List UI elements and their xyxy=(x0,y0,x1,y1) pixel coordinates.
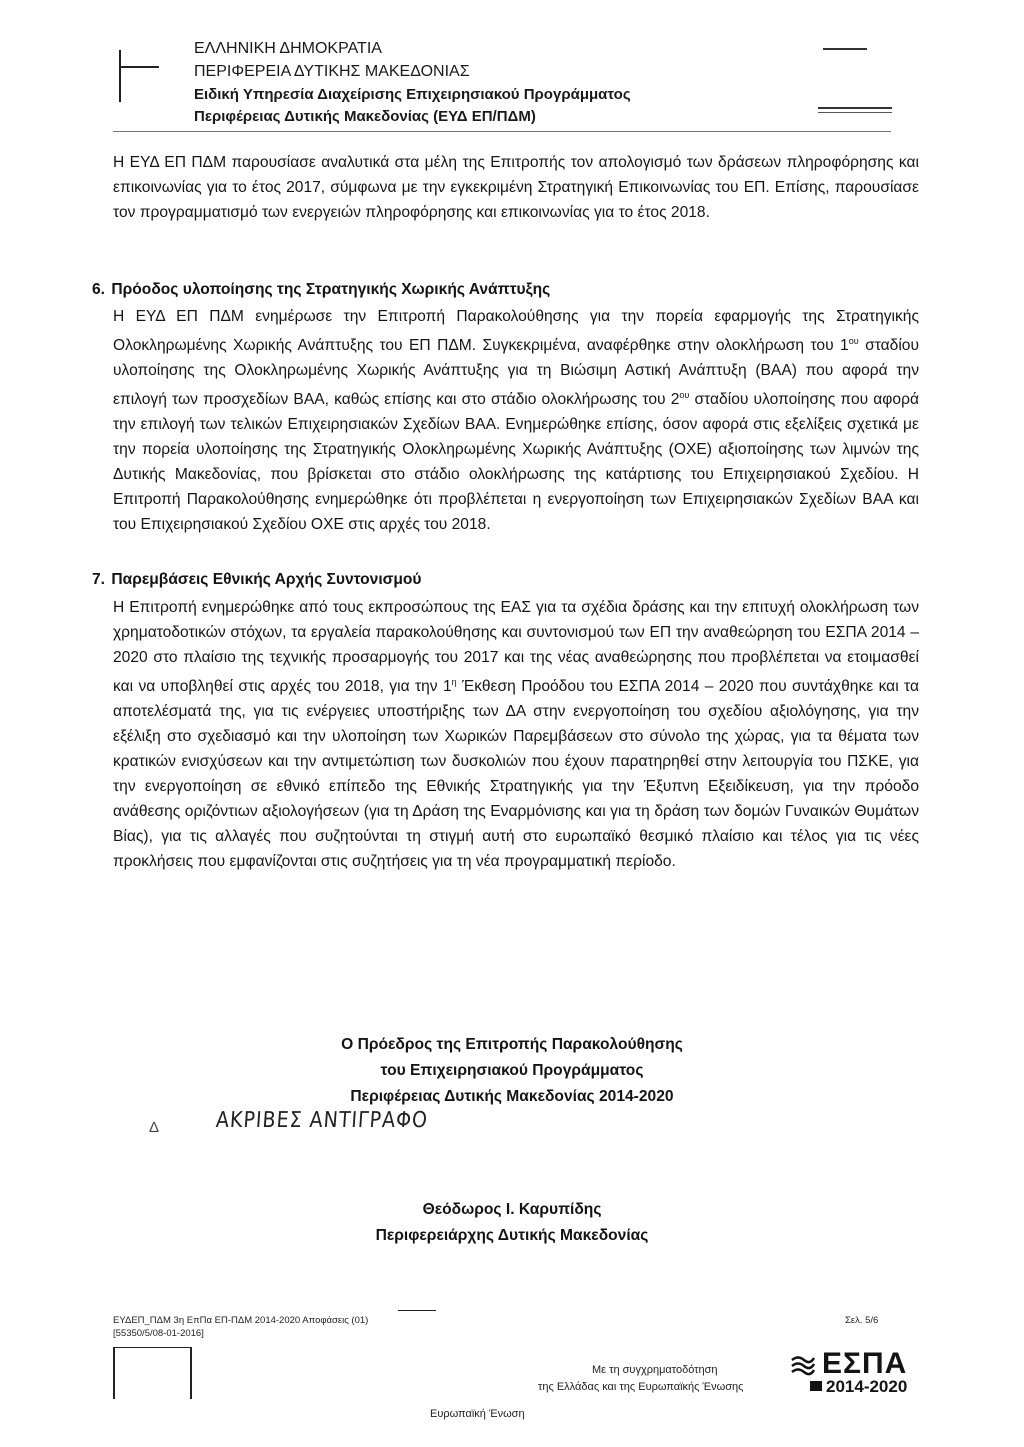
header-country: ΕΛΛΗΝΙΚΗ ΔΗΜΟΚΡΑΤΙΑ xyxy=(194,40,382,57)
stamp-mark: Δ xyxy=(149,1119,160,1136)
section-7-text-2: Έκθεση Προόδου του ΕΣΠΑ 2014 – 2020 που συντάχθηκε και τα αποτελέσματά της, για τις ενέργειες υποστήριξης των ΔΑ στην ενεργοποίηση του σχεδίου αξιολόγησης, για την εξέλιξη στο σχεδιασμό και την υλοποίηση των Χωρικών Παρεμβάσεων στο σύνολο της χώρας, για τα θέματα των κρατικών ενισχύσεων και την αντιμετώπιση των δυσκολιών που έχουν παρατηρηθεί στην λειτουργία του ΠΣΚΕ, για την ενεργοποίηση σε εθνικό επίπεδο της Εθνικής Στρατηγικής για την Έξυπνη Εξειδίκευση, για την πρόοδο ανάθεσης οριζόντιων αξιολογήσεων (για τη Δράση της Εναρμόνισης και για τη δράση των δομών Γυναικών Θυμάτων Βίας), για τις αλλαγές που συζητούνται τη στιγμή αυτή στο ευρωπαϊκό θεσμικό πλαίσιο και τέλος για τις νέες προκλήσεις που εμφανίζονται στις συζητήσεις για τη νέα προγραμματική περίοδο. xyxy=(113,678,919,871)
section-7-paragraph xyxy=(113,595,919,874)
header-corner-mark xyxy=(119,50,121,102)
header-service: Ειδική Υπηρεσία Διαχείρισης Επιχειρησιακού Προγράμματος xyxy=(194,86,631,103)
section-6-sup-1: ου xyxy=(848,336,859,346)
signatory-role: Περιφερειάρχης Δυτικής Μακεδονίας xyxy=(375,1227,649,1244)
section-6-heading xyxy=(92,281,550,299)
signature-title-line-3: Περιφέρειας Δυτικής Μακεδονίας 2014-2020 xyxy=(350,1088,674,1105)
espa-waves-icon xyxy=(790,1354,816,1376)
section-7-sup-1: η xyxy=(451,677,457,687)
eu-flag-icon xyxy=(810,1381,822,1391)
signature-title-line-2: του Επιχειρησιακού Προγράμματος xyxy=(380,1062,644,1079)
certified-copy-stamp: ΑΚΡΙΒΕΣ ΑΝΤΙΓΡΑΦΟ xyxy=(215,1107,429,1133)
section-6-paragraph xyxy=(113,304,919,537)
header-region: ΠΕΡΙΦΕΡΕΙΑ ΔΥΤΙΚΗΣ ΜΑΚΕΔΟΝΙΑΣ xyxy=(194,63,470,80)
section-6-text-3: σταδίου υλοποίησης που αφορά την επιλογή των τελικών Επιχειρησιακών Σχεδίων ΒΑΑ. Ενημερώθηκε επίσης, όσον αφορά στις εξελίξεις σχετικά με την πορεία υλοποίησης της Στρατηγικής Ολοκληρωμένης Χωρικής Ανάπτυξης (ΟΧΕ) αξιοποίησης των λιμνών της Δυτικής Μακεδονίας, που βρίσκεται στο στάδιο ολοκλήρωσης της κατάρτισης του Επιχειρησιακού Σχεδίου. Η Επιτροπή Παρακολούθησης ενημερώθηκε ότι προβλέπεται η ενεργοποίηση των Επιχειρησιακών Σχεδίων ΒΑΑ και του Επιχειρησιακού Σχεδίου ΟΧΕ στις αρχές του 2018. xyxy=(113,391,919,534)
footer-box-top xyxy=(113,1347,191,1348)
espa-logo-years: 2014-2020 xyxy=(826,1377,908,1396)
header-right-rule xyxy=(823,48,867,50)
section-7-heading xyxy=(92,571,421,589)
intro-paragraph: Η ΕΥΔ ΕΠ ΠΔΜ παρουσίασε αναλυτικά στα μέλη της Επιτροπής τον απολογισμό των δράσεων πληροφόρησης και επικοινωνίας για το έτος 2017, σύμφωνα με την εγκεκριμένη Στρατηγική Επικοινωνίας του ΕΠ. Επίσης, παρουσίασε τον προγραμματισμό των ενεργειών πληροφόρησης και επικοινωνίας για το έτος 2018. xyxy=(113,154,919,221)
section-7-title: Παρεμβάσεις Εθνικής Αρχής Συντονισμού xyxy=(111,571,422,588)
footer-eu-label: Ευρωπαϊκή Ένωση xyxy=(430,1408,525,1420)
header-authority: Περιφέρειας Δυτικής Μακεδονίας (ΕΥΔ ΕΠ/ΠΔΜ) xyxy=(194,108,536,125)
header-right-rule-double xyxy=(818,107,892,109)
section-6-sup-2: ου xyxy=(679,390,690,401)
section-7-number: 7. xyxy=(92,571,106,588)
footer-page-number: Σελ. 5/6 xyxy=(845,1315,879,1326)
header-right-rule-double-second xyxy=(818,112,892,113)
section-7-text-1: Η Επιτροπή ενημερώθηκε από τους εκπροσώπους της ΕΑΣ για τα σχέδια δράσης και την επιτυχή ολοκλήρωση των χρηματοδοτικών στόχων, τα εργαλεία παρακολούθησης και συντονισμού των ΕΠ την αναθεώρηση του ΕΣΠΑ 2014 – 2020 στο πλαίσιο της τεχνικής προσαρμογής του 2017 και της νέας αναθεώρησης που προβλέπεται να ετοιμασθεί και να υποβληθεί στις αρχές του 2018, για την 1 xyxy=(113,599,919,696)
section-6-text-1: Η ΕΥΔ ΕΠ ΠΔΜ ενημέρωσε την Επιτροπή Παρακολούθησης για την πορεία εφαρμογής της Στρατηγικής Ολοκληρωμένης Χωρικής Ανάπτυξης του ΕΠ ΠΔΜ. Συγκεκριμένα, αναφέρθηκε στην ολοκλήρωση του 1 xyxy=(113,308,919,355)
espa-logo-text: ΕΣΠΑ xyxy=(822,1347,908,1380)
signatory-name: Θεόδωρος Ι. Καρυπίδης xyxy=(422,1201,602,1218)
signature-title-line-1: Ο Πρόεδρος της Επιτροπής Παρακολούθησης xyxy=(341,1036,683,1053)
section-6-number: 6. xyxy=(92,281,106,298)
footer-protocol-ref: [55350/5/08-01-2016] xyxy=(113,1328,204,1339)
header-divider xyxy=(113,131,891,132)
footer-box-right xyxy=(190,1347,192,1399)
footer-mark-line xyxy=(398,1310,436,1311)
section-6-text-2: σταδίου υλοποίησης της Ολοκληρωμένης Χωρικής Ανάπτυξης για τη Βιώσιμη Αστική Ανάπτυξη (ΒΑΑ) που αφορά την επιλογή των προσχεδίων ΒΑΑ, καθώς επίσης και στο στάδιο ολοκλήρωσης του 2 xyxy=(113,337,919,409)
footer-cofunding-line-2: της Ελλάδας και της Ευρωπαϊκής Ένωσης xyxy=(538,1381,744,1393)
footer-document-ref: ΕΥΔΕΠ_ΠΔΜ 3η ΕπΠα ΕΠ-ΠΔΜ 2014-2020 Αποφάσεις (01) xyxy=(113,1315,369,1326)
footer-cofunding-line-1: Με τη συγχρηματοδότηση xyxy=(592,1364,718,1376)
footer-box-left xyxy=(113,1347,115,1399)
section-6-title: Πρόοδος υλοποίησης της Στρατηγικής Χωρικής Ανάπτυξης xyxy=(111,281,551,298)
header-corner-mark-horizontal xyxy=(119,66,159,68)
